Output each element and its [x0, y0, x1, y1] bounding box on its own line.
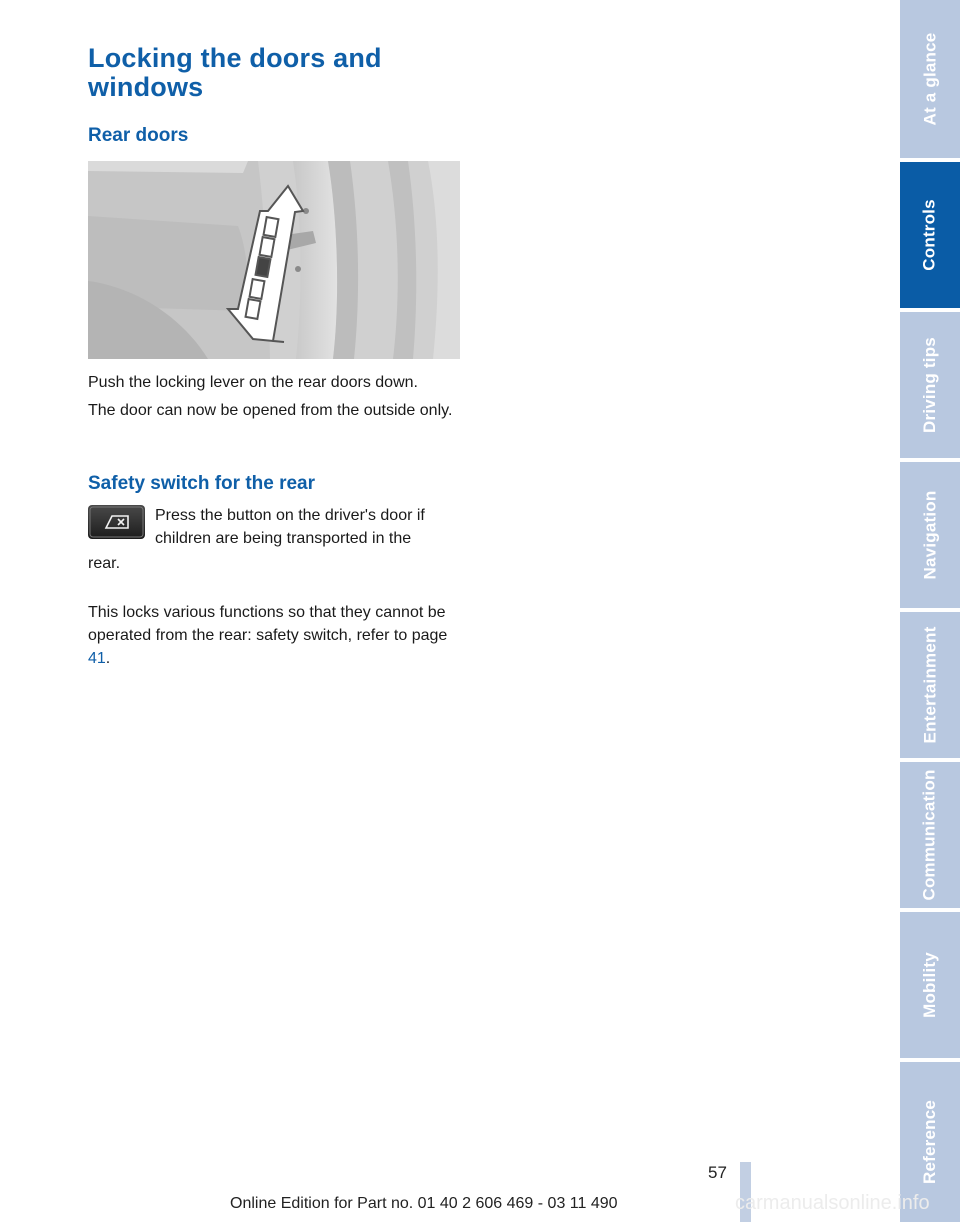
window-lock-button-icon [88, 505, 145, 539]
tab-label: Communication [920, 769, 940, 901]
tab-label: Controls [920, 199, 940, 271]
watermark: carmanualsonline.info [735, 1192, 930, 1214]
section-heading-safety-switch: Safety switch for the rear [88, 473, 316, 494]
tab-label: Driving tips [920, 337, 940, 433]
page-title [88, 44, 463, 102]
chapter-tab-bar [900, 0, 960, 1222]
rear-door-lock-illustration [88, 161, 460, 359]
safety-switch-block [88, 504, 468, 575]
tab-communication[interactable] [900, 762, 960, 908]
tab-label: Mobility [920, 952, 940, 1018]
tab-label: Reference [920, 1099, 940, 1185]
tab-controls[interactable] [900, 162, 960, 308]
safety-switch-description: Press the button on the driver's door if children are being transported in the [155, 507, 425, 547]
tab-label: At a glance [920, 32, 939, 126]
page-title-line2: windows [88, 72, 204, 102]
safety-switch-description-continued: rear. [88, 555, 121, 572]
paragraph-door-opened: The door can now be opened from the outside only. [88, 402, 453, 419]
page-reference-link[interactable]: 41 [88, 650, 106, 667]
tab-at-a-glance[interactable] [900, 0, 960, 158]
tab-entertainment[interactable] [900, 612, 960, 758]
tab-label: Entertainment [920, 626, 939, 744]
tab-navigation[interactable] [900, 462, 960, 608]
section-heading-rear-doors: Rear doors [88, 125, 189, 146]
page-content [88, 43, 463, 667]
paragraph-locks-functions [88, 601, 468, 670]
paragraph-locks-functions-end: . [105, 650, 111, 667]
paragraph-locks-functions-text: This locks various functions so that they cannot be operated from the rear: safety switch, refer to page [88, 604, 448, 644]
footer-edition: Online Edition for Part no. 01 40 2 606 469 - 03 11 490 [230, 1195, 618, 1212]
tab-mobility[interactable] [900, 912, 960, 1058]
tab-driving-tips[interactable] [900, 312, 960, 458]
page-number: 57 [708, 1163, 727, 1182]
paragraph-push-lever: Push the locking lever on the rear doors down. [88, 374, 418, 391]
tab-label: Navigation [920, 490, 939, 580]
page-title-line1: Locking the doors and [88, 43, 382, 73]
